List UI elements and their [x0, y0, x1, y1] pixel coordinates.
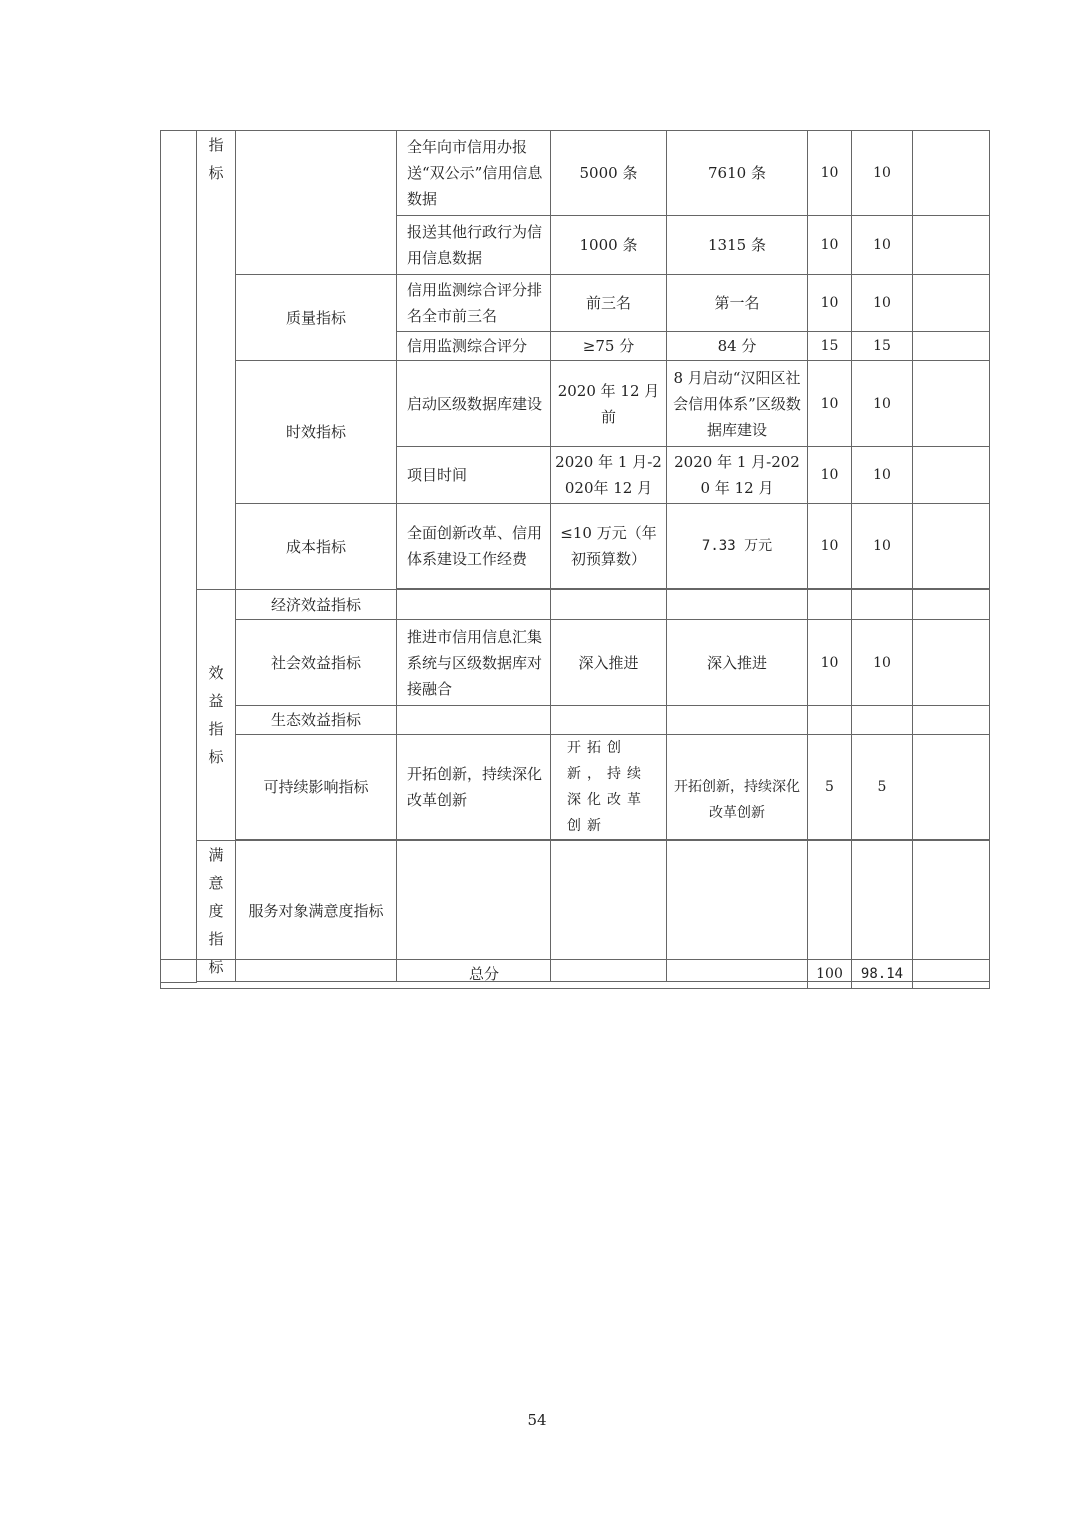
note-cell — [913, 216, 990, 275]
indicator-desc: 启动区级数据库建设 — [397, 361, 551, 447]
total-row — [161, 960, 990, 989]
actual-value: 7610 条 — [667, 131, 808, 216]
note-cell — [913, 447, 990, 504]
total-label: 总分 — [161, 960, 808, 989]
satisfaction-label: 服务对象满意度指标 — [236, 841, 397, 982]
score-value: 10 — [852, 620, 913, 706]
indicator-desc: 项目时间 — [397, 447, 551, 504]
actual-value: 2020 年 1 月-2020 年 12 月 — [667, 447, 808, 504]
indicator-desc: 报送其他行政行为信用信息数据 — [397, 216, 551, 275]
target-value: 2020 年 1 月-2020年 12 月 — [551, 447, 667, 504]
target-value: 前三名 — [551, 275, 667, 332]
social-label: 社会效益指标 — [236, 620, 397, 706]
indicator-desc: 全面创新改革、信用体系建设工作经费 — [397, 504, 551, 589]
actual-value: 1315 条 — [667, 216, 808, 275]
weight-value: 10 — [808, 216, 852, 275]
weight-value: 15 — [808, 332, 852, 361]
score-value: 10 — [852, 275, 913, 332]
score-value: 5 — [852, 735, 913, 840]
page-number: 54 — [527, 1411, 547, 1429]
weight-value: 10 — [808, 504, 852, 589]
total-note — [913, 960, 990, 989]
score-value: 10 — [852, 361, 913, 447]
total-score: 98.14 — [852, 960, 913, 989]
cost-label: 成本指标 — [236, 504, 397, 590]
first-level-column — [161, 131, 197, 983]
weight-value: 10 — [808, 275, 852, 332]
actual-value: 84 分 — [667, 332, 808, 361]
note-cell — [913, 504, 990, 589]
total-table — [160, 959, 990, 989]
performance-table — [160, 130, 990, 983]
target-value: 开拓创新，持续深化改革创新 — [551, 735, 667, 840]
note-cell — [913, 735, 990, 840]
target-value: 1000 条 — [551, 216, 667, 275]
actual-value: 深入推进 — [667, 620, 808, 706]
score-value: 10 — [852, 131, 913, 216]
note-cell — [913, 275, 990, 332]
target-value: 深入推进 — [551, 620, 667, 706]
weight-value: 10 — [808, 361, 852, 447]
table-row — [161, 706, 990, 735]
total-weight: 100 — [808, 960, 852, 989]
eco-label: 生态效益指标 — [236, 706, 397, 735]
target-value: ≤10 万元（年初预算数） — [551, 504, 667, 589]
note-cell — [913, 332, 990, 361]
weight-value: 10 — [808, 447, 852, 504]
indicator-desc: 信用监测综合评分排名全市前三名 — [397, 275, 551, 332]
table-row — [161, 735, 990, 840]
indicator-desc: 全年向市信用办报送“双公示”信用信息数据 — [397, 131, 551, 216]
output-category: 指标 — [197, 131, 236, 590]
target-value: 2020 年 12 月前 — [551, 361, 667, 447]
score-value: 10 — [852, 216, 913, 275]
note-cell — [913, 131, 990, 216]
benefit-category: 效益指标 — [197, 590, 236, 841]
table-row — [161, 131, 990, 216]
target-value: 5000 条 — [551, 131, 667, 216]
note-cell — [913, 620, 990, 706]
indicator-desc: 开拓创新，持续深化改革创新 — [397, 735, 551, 840]
weight-value: 10 — [808, 131, 852, 216]
time-label: 时效指标 — [236, 361, 397, 504]
score-value: 10 — [852, 447, 913, 504]
weight-value: 10 — [808, 620, 852, 706]
quality-label: 质量指标 — [236, 275, 397, 361]
table-row — [161, 504, 990, 589]
table-row — [161, 361, 990, 447]
econ-label: 经济效益指标 — [236, 590, 397, 620]
score-value: 15 — [852, 332, 913, 361]
table-row — [161, 620, 990, 706]
indicator-desc: 推进市信用信息汇集系统与区级数据库对接融合 — [397, 620, 551, 706]
weight-value: 5 — [808, 735, 852, 840]
actual-value: 8 月启动“汉阳区社会信用体系”区级数据库建设 — [667, 361, 808, 447]
note-cell — [913, 361, 990, 447]
sustain-label: 可持续影响指标 — [236, 735, 397, 840]
actual-value: 第一名 — [667, 275, 808, 332]
table-row — [161, 275, 990, 332]
satisfaction-category: 满意度指标 — [197, 841, 236, 982]
actual-value: 开拓创新，持续深化改革创新 — [667, 735, 808, 840]
score-value: 10 — [852, 504, 913, 589]
actual-value: 7.33 万元 — [667, 504, 808, 589]
target-value: ≥75 分 — [551, 332, 667, 361]
table-row — [161, 590, 990, 620]
quantity-label — [236, 131, 397, 275]
indicator-desc: 信用监测综合评分 — [397, 332, 551, 361]
